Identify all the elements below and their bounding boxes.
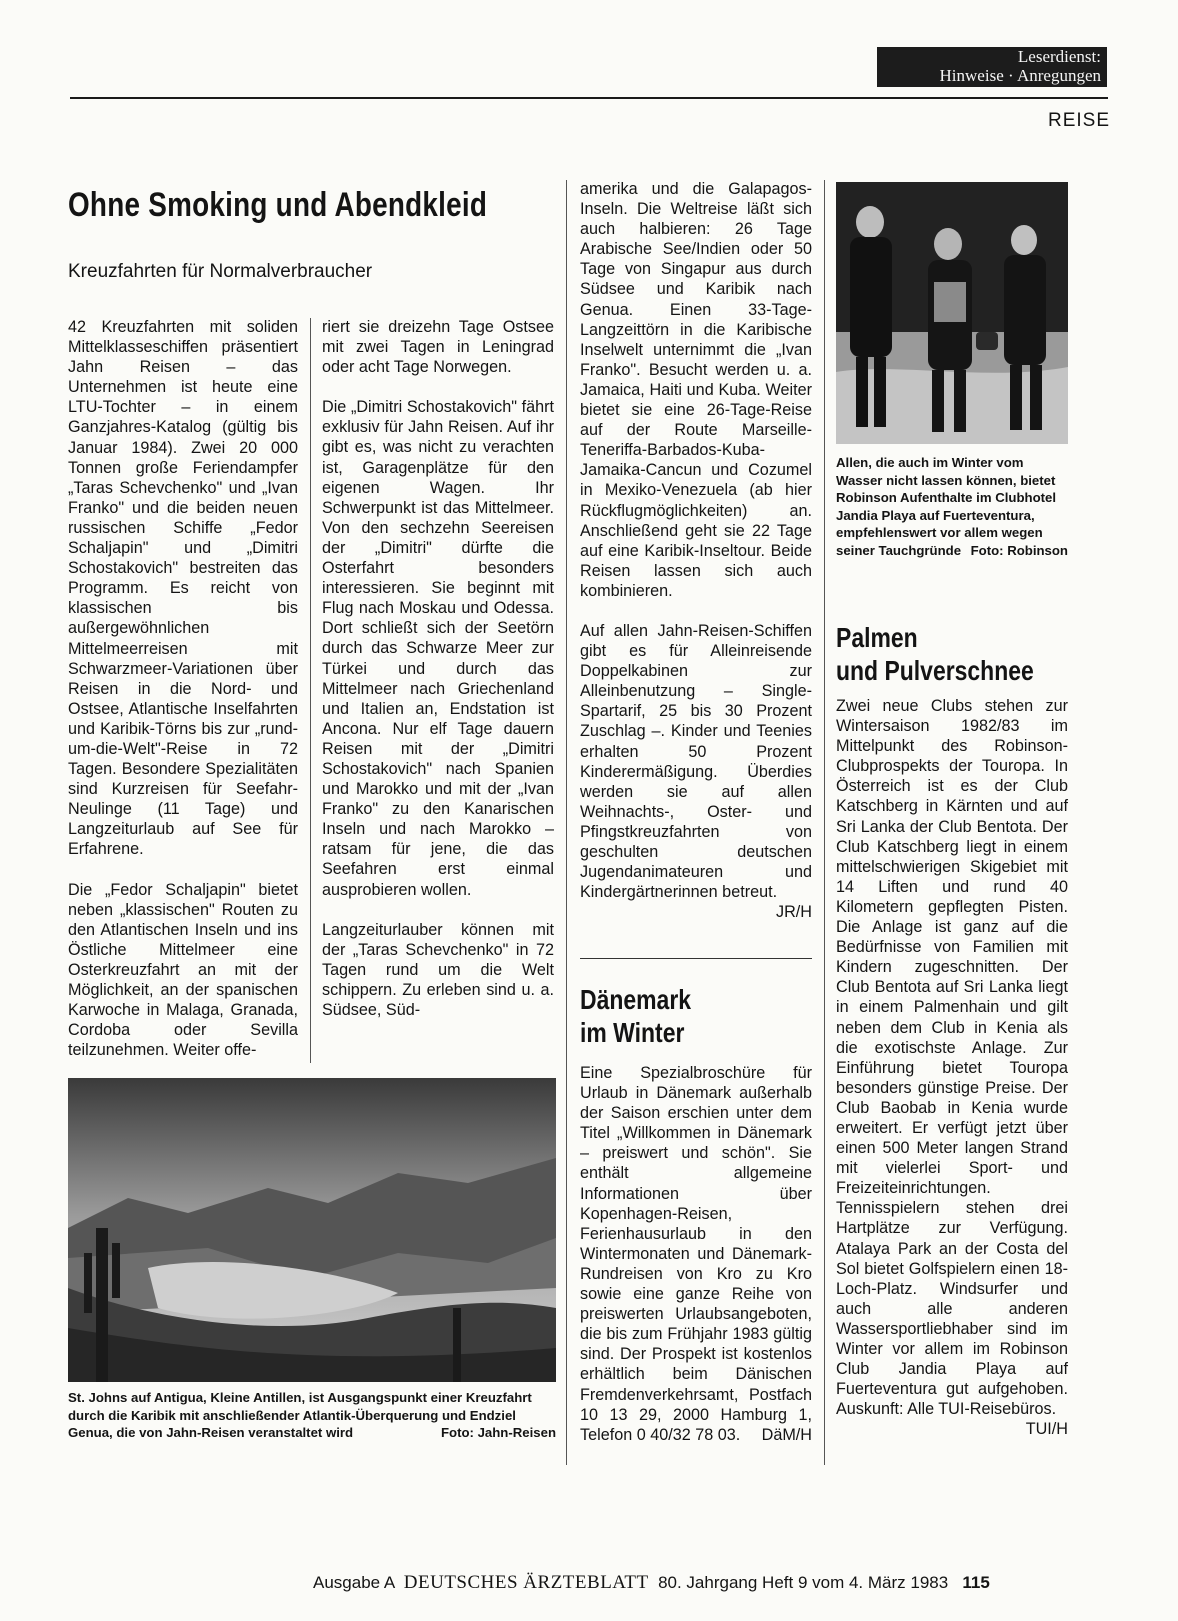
title-line: Palmen — [836, 622, 918, 653]
article-title: Ohne Smoking und Abendkleid — [68, 186, 488, 224]
title-line: Dänemark — [580, 984, 692, 1015]
photo-caption — [68, 1389, 556, 1442]
section-title: REISE — [1047, 110, 1110, 131]
photo-caption — [836, 454, 1068, 560]
article-title — [836, 621, 1034, 687]
section-label-line2: Hinweise · Anregungen — [939, 66, 1101, 85]
paragraph: Die „Dimitri Schostakovich" fährt exklusiv für Jahn Reisen. Auf ihr gibt es, was nicht zu verachten ist, Garagenplätze für den eigenen Wagen. Ihr Schwerpunkt ist das Mittelmeer. Von den sechzehn Seereisen der „Dimitri" dürfte die Osterfahrt besonders interessieren. Sie beginnt mit Flug nach Moskau und Odessa. Dort schließt sich der Seetörn durch das Schwarze Meer zur Türkei und durch das Mittelmeer nach Griechenland und Italien an, Endstation ist Ancona. Nur elf Tage dauern Reisen mit der „Dimitri Schostakovich" nach Spanien und Marokko und mit der „Ivan Franko" zu den Kanarischen Inseln und nach Marokko – ratsam für jene, die das Seefahren erst einmal ausprobieren wollen. — [322, 398, 554, 899]
column-divider — [824, 180, 825, 1465]
paragraph: Auf allen Jahn-Reisen-Schiffen gibt es für Alleinreisende Doppelkabinen zur Alleinbenutzung – Single-Spartarif, 25 bis 30 Prozent Zuschlag –. Kinder und Teenies erhalten 50 Prozent Kinderermäßigung. Überdies werden sie auf allen Weihnachts-, Oster- und Pfingstkreuzfahrten von geschulten deutschen Jugendanimateuren und Kindergärtnerinnen betreut. — [580, 621, 812, 902]
article-body — [836, 696, 1068, 1439]
title-line: und Pulverschnee — [836, 655, 1034, 686]
header-rule — [70, 97, 1108, 99]
section-label-box — [877, 47, 1107, 87]
paragraph: Langzeiturlauber können mit der „Taras Schevchenko" in 72 Tagen rund um die Welt schippern. Zu erleben sind u. a. Südsee, Süd- — [322, 920, 554, 1019]
footer-issue: 80. Jahrgang Heft 9 vom 4. März 1983 — [658, 1573, 949, 1592]
photo-credit: Foto: Jahn-Reisen — [440, 1425, 556, 1441]
author-signature: TUI/H — [1025, 1420, 1068, 1439]
caption-text: St. Johns auf Antigua, Kleine Antillen, ist Ausgangspunkt einer Kreuzfahrt durch die Karibik mit anschließender Atlantik-Überquerung und Endziel Genua, die von Jahn-Reisen veranstaltet wird — [68, 1390, 532, 1441]
article-divider — [580, 958, 812, 959]
footer-magazine: DEUTSCHES ÄRZTEBLATT — [403, 1572, 649, 1593]
column-divider — [310, 318, 311, 1063]
paragraph: amerika und die Galapagos-Inseln. Die Weltreise läßt sich auch halbieren: 26 Tage Arabische See/Indien oder 50 Tage von Singapur aus durch Südsee und Karibik nach Genua. Einen 33-Tage-Langzeittörn in die Karibische Inselwelt unternimmt die „Ivan Franko". Besucht werden u. a. Jamaica, Haiti und Kuba. Weiter bietet sie eine 26-Tage-Reise auf der Route Marseille-Teneriffa-Barbados-Kuba-Jamaika-Cancun und Cozumel in Mexiko-Venezuela (ab hier Rückflugmöglichkeiten) an. Anschließend geht sie 22 Tage auf eine Karibik-Inseltour. Beide Reisen lassen sich auch kombinieren. — [580, 180, 812, 600]
divers-photo — [836, 182, 1068, 444]
article-column-3 — [580, 179, 812, 922]
column-divider — [566, 180, 567, 1465]
page-footer — [313, 1572, 990, 1594]
page-number: 115 — [962, 1573, 990, 1592]
paragraph: riert sie dreizehn Tage Ostsee mit zwei Tagen in Leningrad oder acht Tage Norwegen. — [322, 318, 554, 377]
antigua-landscape-photo — [68, 1078, 556, 1382]
article-column-2 — [322, 317, 554, 1040]
photo-credit: Foto: Robinson — [970, 542, 1068, 558]
title-line: im Winter — [580, 1017, 685, 1048]
author-signature: JR/H — [776, 903, 812, 922]
article-title — [580, 983, 691, 1049]
author-signature: DäM/H — [761, 1425, 812, 1444]
caption-text: Allen, die auch im Winter vom Wasser nicht lassen können, bietet Robinson Aufenthalte im Clubhotel Jandia Playa auf Fuerteventura, empfehlenswert vor allem wegen seiner Tauchgründe — [836, 455, 1057, 558]
paragraph: Zwei neue Clubs stehen zur Wintersaison 1982/83 im Mittelpunkt des Robinson-Clubprospekts der Touropa. In Österreich ist es der Club Katschberg in Kärnten und auf Sri Lanka der Club Bentota. Der Club Katschberg liegt in einem mittelschwierigen Skigebiet mit 14 Liften und rund 40 Kilometern gepflegten Pisten. Die Anlage ist ganz auf die Bedürfnisse von Familien mit Kindern zugeschnitten. Der Club Bentota auf Sri Lanka liegt in einem Palmenhain und gilt neben dem Club in Kenia als die exotischste Anlage. Zur Einführung bietet Touropa besonders günstige Preise. Der Club Baobab in Kenia wurde erweitert. Er verfügt jetzt über einen 500 Meter langen Strand mit vielerlei Sport- und Freizeiteinrichtungen. Tennisspielern stehen drei Hartplätze zur Verfügung. Atalaya Park an der Costa del Sol bietet Golfspielern einen 18-Loch-Platz. Windsurfer und auch alle anderen Wassersportliebhaber sind im Winter vor allem im Robinson Club Jandia Playa auf Fuerteventura gut aufgehoben. Auskunft: Alle TUI-Reisebüros. — [836, 697, 1068, 1419]
article-subtitle: Kreuzfahrten für Normalverbraucher — [68, 261, 373, 282]
section-label-line1: Leserdienst: — [1017, 47, 1101, 66]
footer-edition: Ausgabe A — [313, 1573, 395, 1592]
article-column-1 — [68, 317, 298, 1080]
article-body — [580, 1063, 812, 1445]
paragraph: Die „Fedor Schaljapin" bietet neben „klassischen" Routen zu den Atlantischen Inseln und ins Östliche Mittelmeer eine Osterkreuzfahrt an mit der Möglichkeit, an der spanischen Karwoche in Malaga, Granada, Cordoba oder Sevilla teilzunehmen. Weiter offe- — [68, 880, 298, 1060]
paragraph: 42 Kreuzfahrten mit soliden Mittelklasseschiffen präsentiert Jahn Reisen – das Unternehmen ist heute eine LTU-Tochter – in einem Ganzjahres-Katalog (gültig bis Januar 1984). Zwei 20 000 Tonnen große Feriendampfer „Taras Schevchenko" und „Ivan Franko" und die beiden neuen russischen Schiffe „Fedor Schaljapin" und „Dimitri Schostakovich" bestreiten das Programm. Es reicht von klassischen bis außergewöhnlichen Mittelmeerreisen mit Schwarzmeer-Variationen über Reisen in die Nord- und Ostsee, Atlantische Inselfahrten und Karibik-Törns bis zur „rund-um-die-Welt"-Reise in 72 Tagen. Besondere Spezialitäten sind Kurzreisen für Seefahr-Neulinge (11 Tage) und Langzeiturlaub auf See für Erfahrene. — [68, 318, 298, 859]
paragraph: Eine Spezialbroschüre für Urlaub in Dänemark außerhalb der Saison erschien unter dem Titel „Willkommen in Dänemark – preiswert und schön". Sie enthält allgemeine Informationen über Kopenhagen-Reisen, Ferienhausurlaub in den Wintermonaten und Dänemark-Rundreisen von Kro zu Kro sowie eine ganze Reihe von preiswerten Urlaubsangeboten, die bis zum Frühjahr 1983 gültig sind. Der Prospekt ist kostenlos erhältlich beim Dänischen Fremdenverkehrsamt, Postfach 10 13 29, 2000 Hamburg 1, Telefon 0 40/32 78 03. — [580, 1064, 812, 1444]
